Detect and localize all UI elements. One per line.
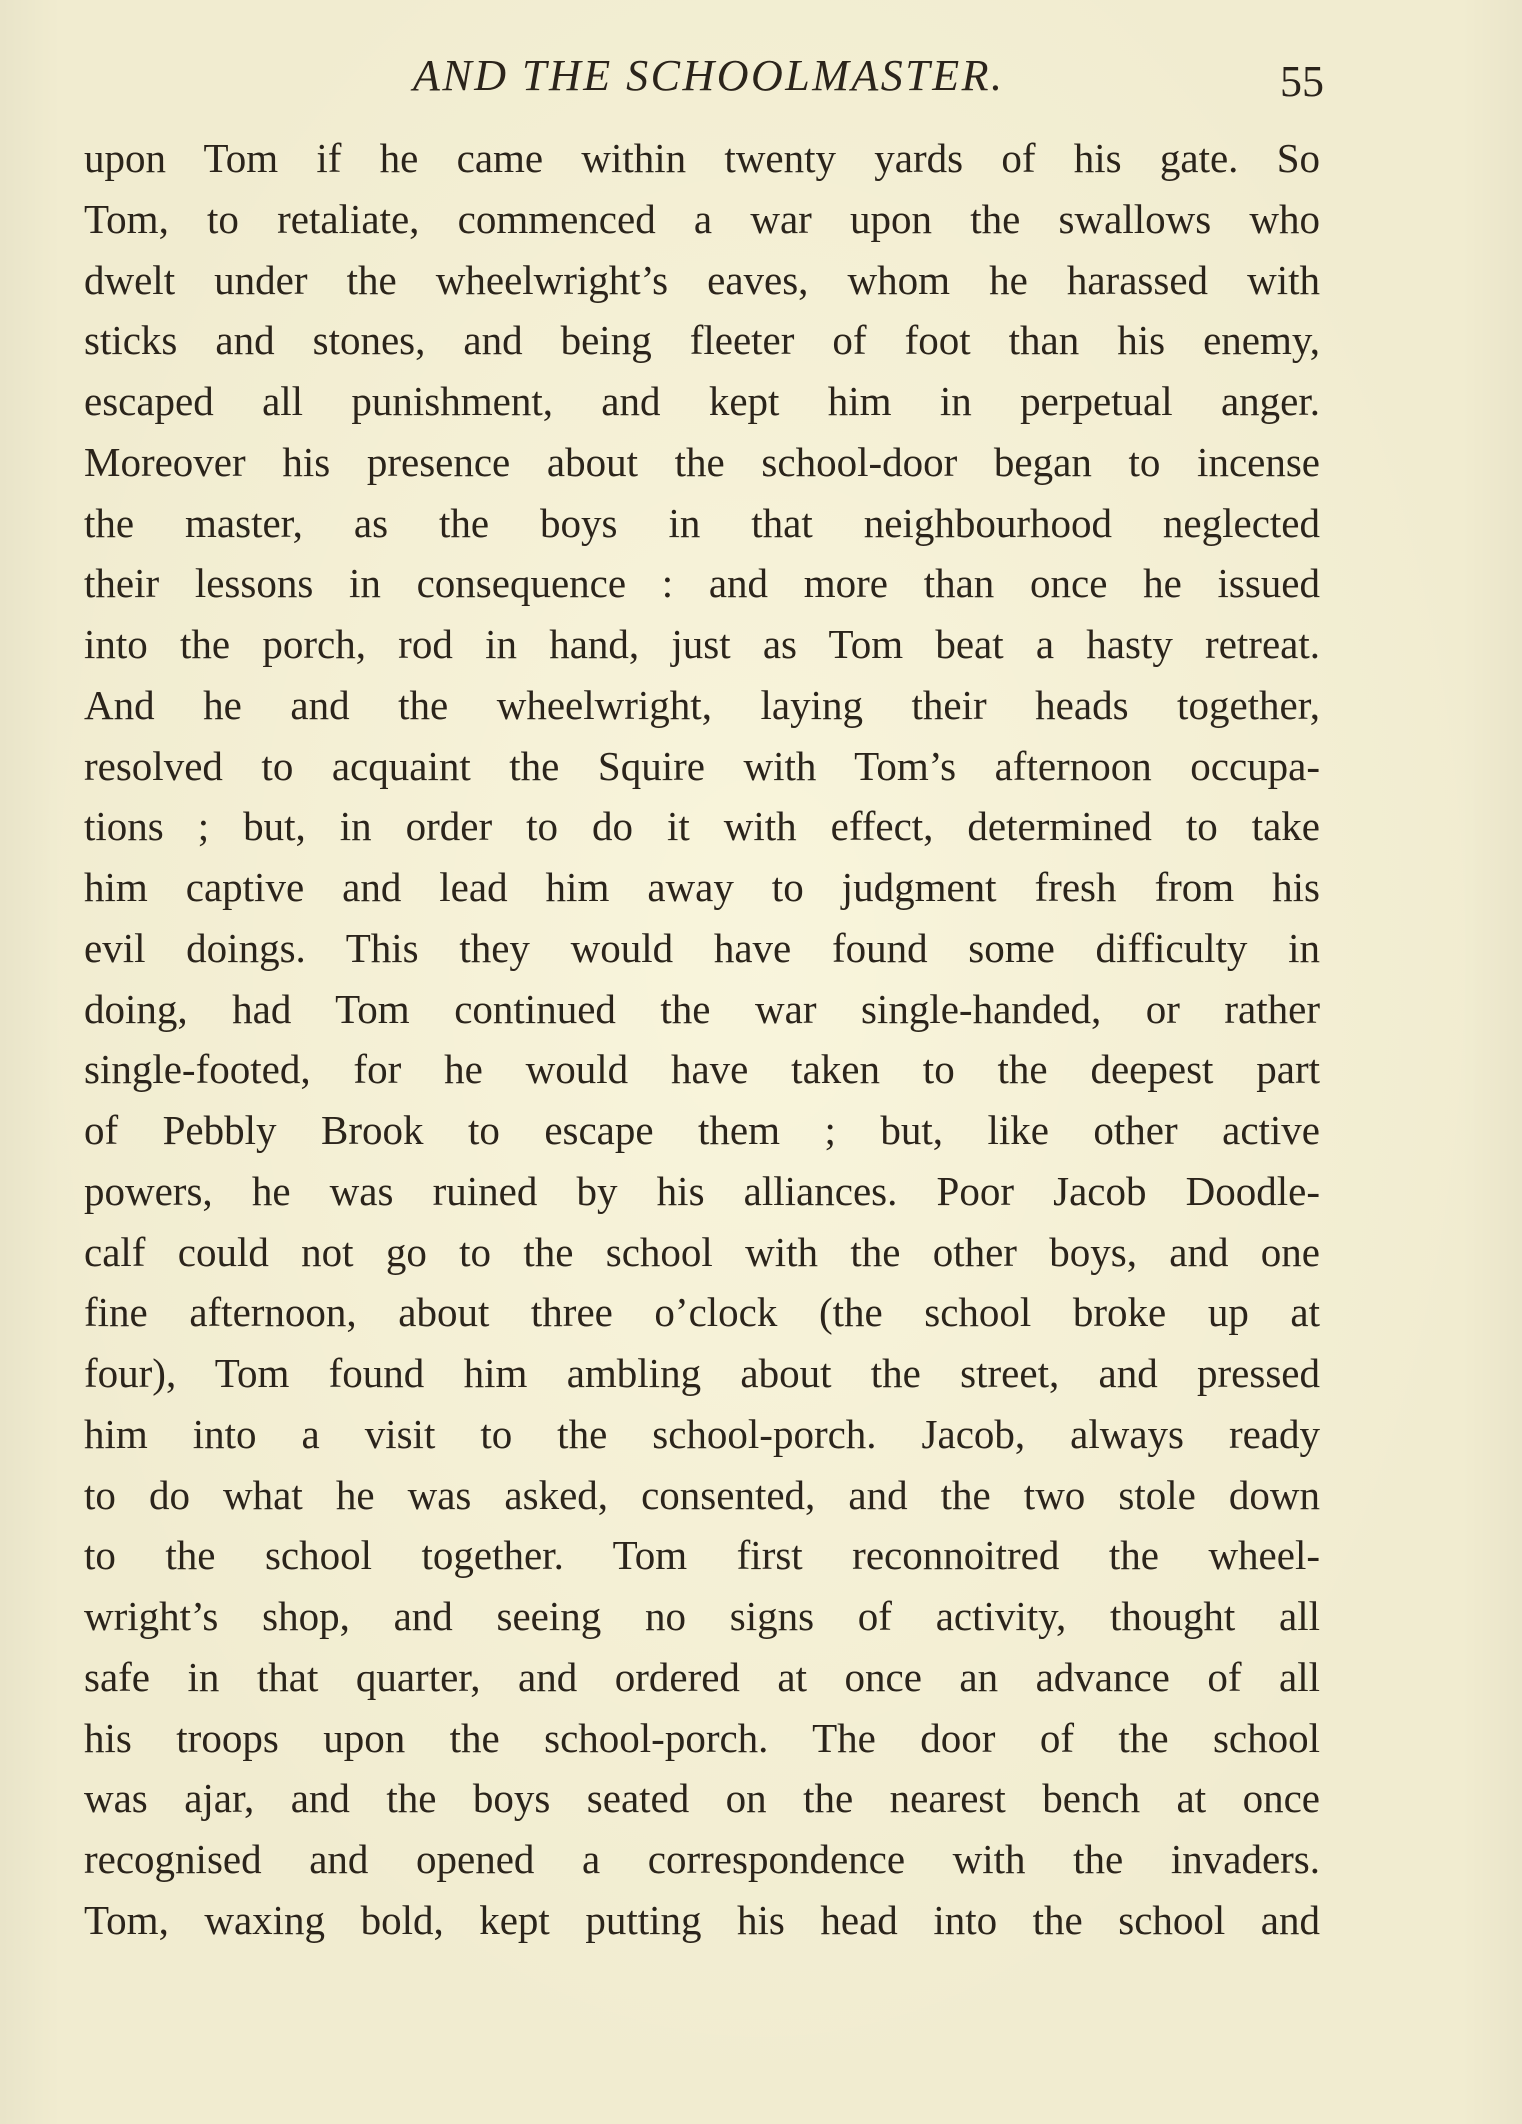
text-line: to do what he was asked, consented, and the two stole down (84, 1471, 1320, 1518)
text-line: to the school together. Tom first reconnoitred the wheel- (84, 1532, 1320, 1579)
page-number: 55 (1280, 57, 1324, 106)
text-line: doing, had Tom continued the war single-handed, or rather (84, 985, 1320, 1032)
text-line: Tom, waxing bold, kept putting his head into the school and (84, 1896, 1320, 1943)
text-line: his troops upon the school-porch. The door of the school (84, 1714, 1320, 1761)
text-line: calf could not go to the school with the other boys, and one (84, 1228, 1320, 1275)
text-line: of Pebbly Brook to escape them ; but, like other active (84, 1107, 1320, 1153)
text-line: powers, he was ruined by his alliances. Poor Jacob Doodle- (84, 1167, 1320, 1214)
text-line: was ajar, and the boys seated on the nearest bench at once (84, 1775, 1320, 1822)
text-line: upon Tom if he came within twenty yards of his gate. So (84, 135, 1320, 181)
text-line: resolved to acquaint the Squire with Tom’s afternoon occupa- (84, 742, 1320, 789)
text-line: their lessons in consequence : and more than once he issued (84, 560, 1320, 607)
body-text (84, 128, 1320, 1951)
running-title: AND THE SCHOOLMASTER. (413, 51, 1005, 100)
text-line: tions ; but, in order to do it with effect, determined to take (84, 803, 1320, 850)
text-line: evil doings. This they would have found some difficulty in (84, 924, 1320, 971)
text-line: fine afternoon, about three o’clock (the school broke up at (84, 1289, 1320, 1336)
text-line: him into a visit to the school-porch. Jacob, always ready (84, 1410, 1320, 1457)
text-line: the master, as the boys in that neighbourhood neglected (84, 499, 1320, 546)
text-line: single-footed, for he would have taken to the deepest part (84, 1046, 1320, 1093)
text-line: escaped all punishment, and kept him in perpetual anger. (84, 378, 1320, 424)
text-line: dwelt under the wheelwright’s eaves, whom he harassed with (84, 256, 1320, 303)
text-line: him captive and lead him away to judgment fresh from his (84, 864, 1320, 910)
text-line: into the porch, rod in hand, just as Tom beat a hasty retreat. (84, 621, 1320, 667)
text-line: And he and the wheelwright, laying their heads together, (84, 681, 1320, 728)
text-line: recognised and opened a correspondence with the invaders. (84, 1836, 1320, 1882)
text-line: Moreover his presence about the school-door began to incense (84, 438, 1320, 485)
text-line: four), Tom found him ambling about the street, and pressed (84, 1350, 1320, 1396)
running-head (0, 46, 1522, 106)
text-line: Tom, to retaliate, commenced a war upon the swallows who (84, 195, 1320, 242)
text-line: sticks and stones, and being fleeter of foot than his enemy, (84, 317, 1320, 364)
text-line: safe in that quarter, and ordered at once an advance of all (84, 1653, 1320, 1700)
text-line: wright’s shop, and seeing no signs of activity, thought all (84, 1593, 1320, 1639)
